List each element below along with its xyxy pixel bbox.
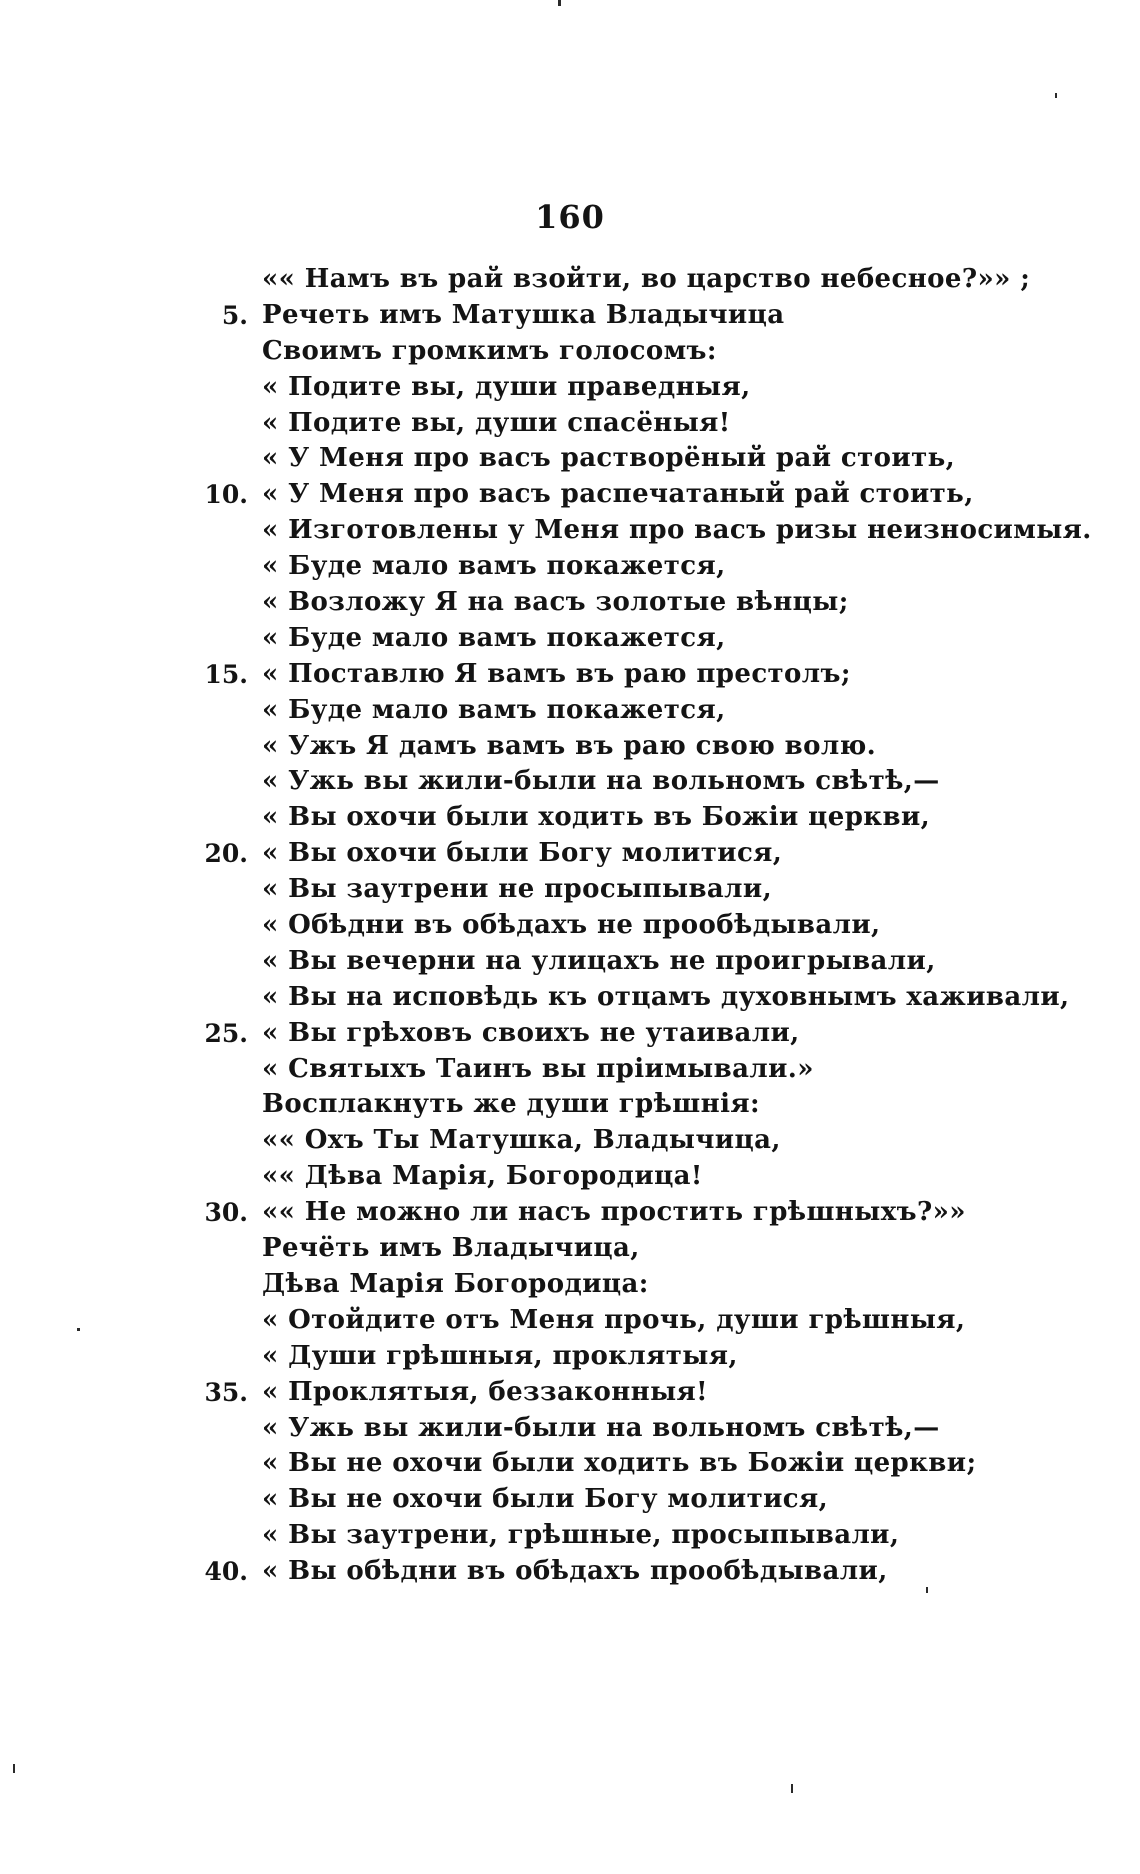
poem-line	[0, 657, 1140, 693]
poem-line	[0, 1518, 1140, 1554]
line-text: « Проклятыя, беззаконныя!	[262, 1376, 708, 1407]
line-text: « Души грѣшныя, проклятыя,	[262, 1340, 738, 1371]
poem-line	[0, 729, 1140, 765]
line-text: «« Не можно ли насъ простить грѣшныхъ?»»	[262, 1197, 966, 1228]
poem-line	[0, 908, 1140, 944]
poem-line	[0, 872, 1140, 908]
line-text: « Вы заутрени не просыпывали,	[262, 874, 773, 905]
line-text: « У Меня про васъ растворёный рай стоить,	[262, 443, 956, 474]
line-text: « Вы не охочи были Богу молитися,	[262, 1484, 829, 1515]
poem-line	[0, 800, 1140, 836]
line-number: 40.	[204, 1557, 248, 1587]
poem-line	[0, 1554, 1140, 1590]
line-text: « Буде мало вамъ покажется,	[262, 622, 726, 653]
line-text: « Вы охочи были ходить въ Божiи церкви,	[262, 802, 931, 833]
poem-line	[0, 370, 1140, 406]
line-number: 5.	[221, 300, 248, 330]
poem-line	[0, 1016, 1140, 1052]
poem-text	[0, 262, 1140, 1590]
line-text: « Поставлю Я вамъ въ раю престолъ;	[262, 658, 851, 689]
poem-line	[0, 1195, 1140, 1231]
poem-line	[0, 1267, 1140, 1303]
poem-line	[0, 1123, 1140, 1159]
poem-line	[0, 944, 1140, 980]
poem-line	[0, 621, 1140, 657]
poem-line	[0, 1482, 1140, 1518]
poem-line	[0, 693, 1140, 729]
page-number: 160	[535, 198, 605, 236]
poem-line	[0, 585, 1140, 621]
poem-line	[0, 1411, 1140, 1447]
line-text: Восплакнуть же души грѣшнiя:	[262, 1089, 760, 1120]
line-text: «« Дѣва Марiя, Богородица!	[262, 1161, 703, 1192]
poem-line	[0, 549, 1140, 585]
line-text: Своимъ громкимъ голосомъ:	[262, 335, 717, 366]
poem-line	[0, 262, 1140, 298]
line-text: « Вы не охочи были ходить въ Божiи церкви;	[262, 1448, 977, 1479]
line-text: Речёть имъ Владычица,	[262, 1233, 640, 1264]
poem-line	[0, 1446, 1140, 1482]
poem-line	[0, 477, 1140, 513]
line-number: 35.	[204, 1377, 248, 1407]
line-text: « У Меня про васъ распечатаный рай стоить,	[262, 479, 974, 510]
line-text: « Буде мало вамъ покажется,	[262, 694, 726, 725]
line-text: « Возложу Я на васъ золотые вѣнцы;	[262, 587, 849, 618]
line-text: « Вы на исповѣдь къ отцамъ духовнымъ хаживали,	[262, 981, 1070, 1012]
line-text: « Подите вы, души спасёныя!	[262, 407, 731, 438]
line-text: « Вы обѣдни въ обѣдахъ прообѣдывали,	[262, 1556, 888, 1587]
poem-line	[0, 334, 1140, 370]
line-text: « Ужь вы жили-были на вольномъ свѣтѣ,—	[262, 1412, 940, 1443]
line-text: « Отойдите отъ Меня прочь, души грѣшныя,	[262, 1304, 966, 1335]
poem-line	[0, 764, 1140, 800]
line-text: « Вы охочи были Богу молитися,	[262, 838, 783, 869]
line-text: « Святыхъ Таинъ вы прiимывали.»	[262, 1053, 814, 1084]
line-text: « Ужъ Я дамъ вамъ въ раю свою волю.	[262, 730, 877, 761]
poem-line	[0, 513, 1140, 549]
poem-line	[0, 298, 1140, 334]
line-number: 30.	[204, 1198, 248, 1228]
line-text: Речеть имъ Матушка Владычица	[262, 299, 785, 330]
line-text: « Буде мало вамъ покажется,	[262, 551, 726, 582]
line-number: 20.	[204, 839, 248, 869]
line-text: Дѣва Марiя Богородица:	[262, 1268, 649, 1299]
poem-line	[0, 836, 1140, 872]
poem-line	[0, 1159, 1140, 1195]
poem-line	[0, 1375, 1140, 1411]
line-text: « Обѣдни въ обѣдахъ не прообѣдывали,	[262, 910, 881, 941]
poem-line	[0, 1052, 1140, 1088]
line-text: « Подите вы, души праведныя,	[262, 371, 751, 402]
line-text: « Вы вечерни на улицахъ не проигрывали,	[262, 945, 936, 976]
line-text: «« Намъ въ рай взойти, во царство небесное?»» ;	[262, 264, 1031, 294]
line-text: « Вы грѣховъ своихъ не утаивали,	[262, 1017, 800, 1048]
line-number: 15.	[204, 659, 248, 689]
line-number: 25.	[204, 1018, 248, 1048]
line-number: 10.	[204, 480, 248, 510]
line-text: «« Охъ Ты Матушка, Владычица,	[262, 1125, 781, 1156]
poem-line	[0, 406, 1140, 442]
line-text: « Изготовлены у Меня про васъ ризы неизносимыя.	[262, 515, 1092, 546]
line-text: « Вы заутрени, грѣшные, просыпывали,	[262, 1520, 900, 1551]
poem-line	[0, 1087, 1140, 1123]
poem-line	[0, 1303, 1140, 1339]
poem-line	[0, 441, 1140, 477]
poem-line	[0, 1339, 1140, 1375]
poem-line	[0, 980, 1140, 1016]
poem-line	[0, 1231, 1140, 1267]
line-text: « Ужь вы жили-были на вольномъ свѣтѣ,—	[262, 766, 940, 797]
